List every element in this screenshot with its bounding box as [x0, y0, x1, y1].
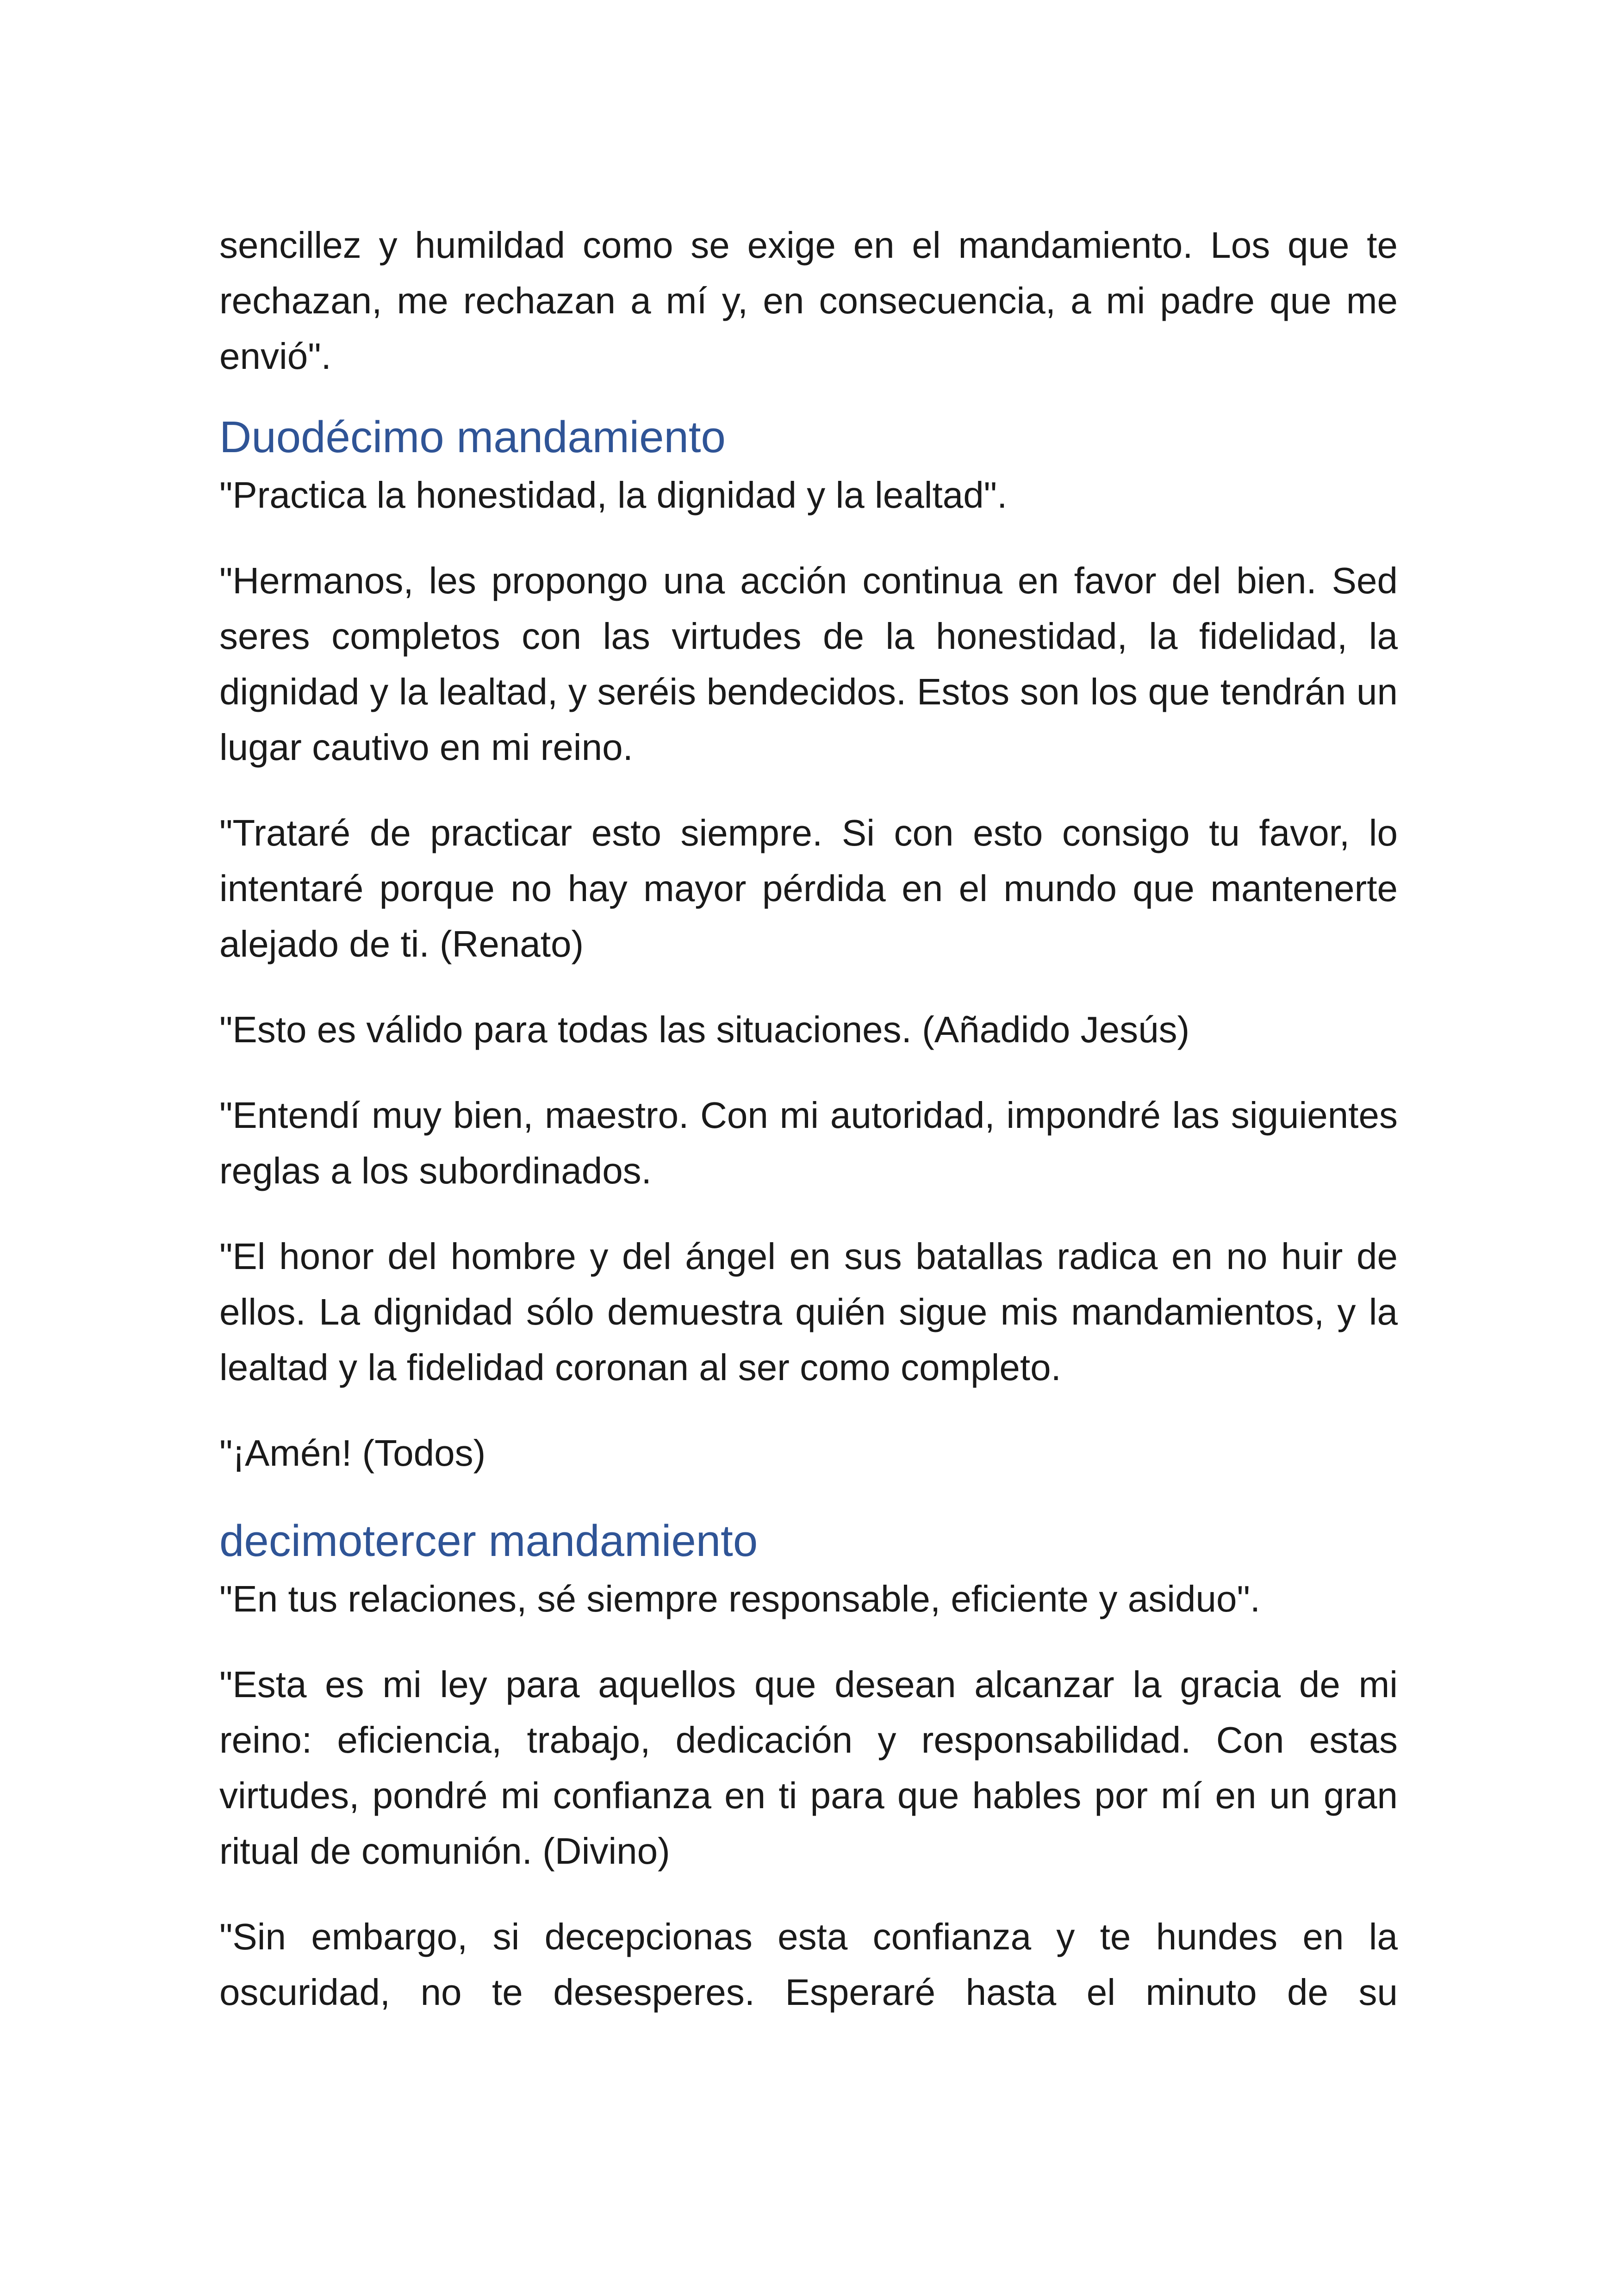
document-body	[219, 218, 1398, 2050]
paragraph-ley: "Esta es mi ley para aquellos que desean alcanzar la gracia de mi reino: eficiencia, trabajo, dedicación y responsabilidad. Con estas virtudes, pondré mi confianza en ti para que hables por mí en un gran ritual de comunión. (Divino)	[219, 1664, 1398, 1872]
paragraph-entendi: "Entendí muy bien, maestro. Con mi autoridad, impondré las siguientes reglas a los subordinados.	[219, 1095, 1398, 1191]
commandment-thirteen-quote: "En tus relaciones, sé siempre responsable, eficiente y asiduo".	[219, 1578, 1261, 1619]
paragraph-jesus: "Esto es válido para todas las situaciones. (Añadido Jesús)	[219, 1009, 1190, 1050]
commandment-twelve-quote: "Practica la honestidad, la dignidad y la lealtad".	[219, 474, 1008, 516]
paragraph-amen: "¡Amén! (Todos)	[219, 1432, 486, 1474]
paragraph-hermanos: "Hermanos, les propongo una acción continua en favor del bien. Sed seres completos con las virtudes de la honestidad, la fidelidad, la dignidad y la lealtad, y seréis bendecidos. Estos son los que tendrán un lugar cautivo en mi reino.	[219, 560, 1398, 768]
paragraph-renato: "Trataré de practicar esto siempre. Si con esto consigo tu favor, lo intentaré porque no hay mayor pérdida en el mundo que mantenerte alejado de ti. (Renato)	[219, 812, 1398, 964]
heading-decimotercer: decimotercer mandamiento	[219, 1516, 758, 1566]
paragraph-honor: "El honor del hombre y del ángel en sus batallas radica en no huir de ellos. La dignidad sólo demuestra quién sigue mis mandamientos, y la lealtad y la fidelidad coronan al ser como completo.	[219, 1236, 1398, 1388]
paragraph-sin-embargo: "Sin embargo, si decepcionas esta confianza y te hundes en la oscuridad, no te desesperes. Esperaré hasta el minuto de su	[219, 1916, 1398, 2013]
paragraph-continuation: sencillez y humildad como se exige en el mandamiento. Los que te rechazan, me rechazan a mí y, en consecuencia, a mi padre que me envió".	[219, 224, 1398, 377]
heading-duodecimo: Duodécimo mandamiento	[219, 412, 726, 462]
